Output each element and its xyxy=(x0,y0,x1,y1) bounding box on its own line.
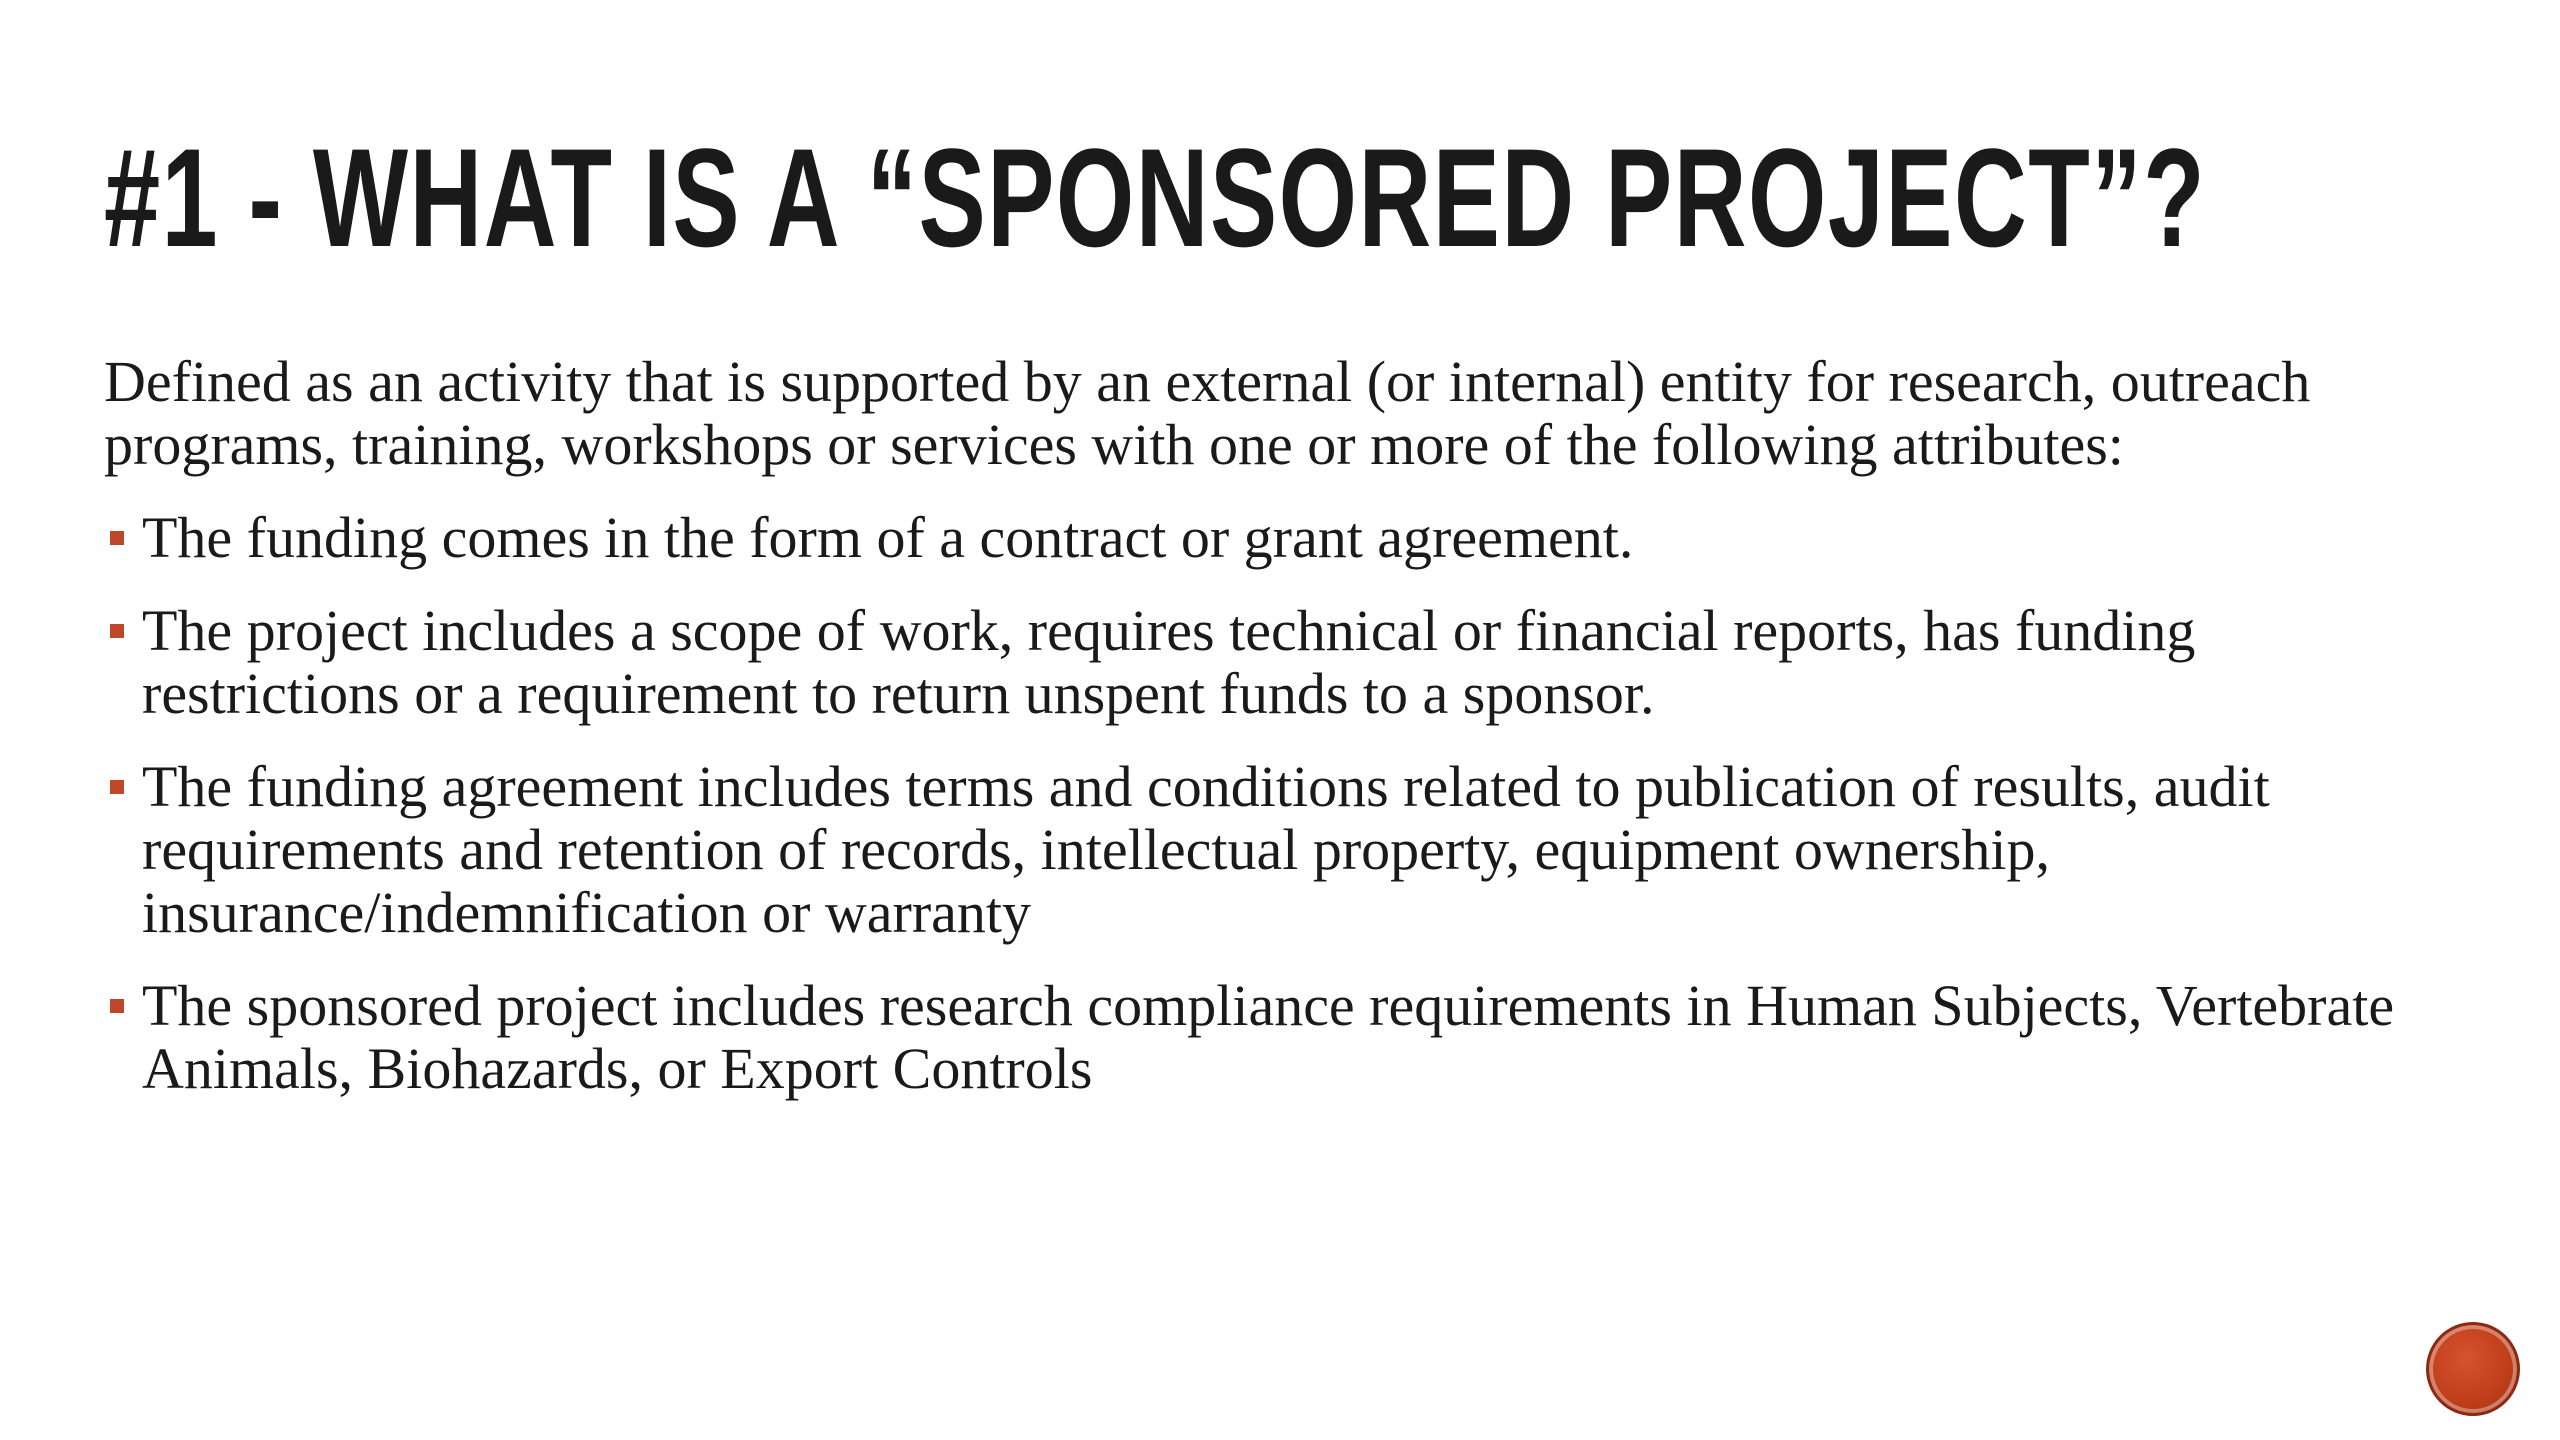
square-bullet-icon xyxy=(110,780,124,794)
bullet-item-4 xyxy=(104,974,2434,1100)
square-bullet-icon xyxy=(110,999,124,1013)
bullet-item-3 xyxy=(104,755,2434,944)
bullet-text: The project includes a scope of work, requires technical or financial reports, has funding restrictions or a requirement to return unspent funds to a sponsor. xyxy=(142,598,2196,726)
square-bullet-icon xyxy=(110,624,124,638)
bullet-text: The funding comes in the form of a contract or grant agreement. xyxy=(142,505,1634,570)
intro-text: Defined as an activity that is supported by an external (or internal) entity for research, outreach programs, training, workshops or services with one or more of the following attributes: xyxy=(104,349,2311,477)
slide-nav-circle-button[interactable] xyxy=(2426,1322,2520,1416)
square-bullet-icon xyxy=(110,531,124,545)
bullet-item-1 xyxy=(104,506,2434,569)
bullet-list xyxy=(104,506,2434,1100)
slide-title: #1 - WHAT IS A “SPONSORED PROJECT”? xyxy=(104,119,2207,276)
slide-body xyxy=(104,350,2434,1130)
bullet-item-2 xyxy=(104,599,2434,725)
bullet-text: The sponsored project includes research compliance requirements in Human Subjects, Vertebrate Animals, Biohazards, or Export Controls xyxy=(142,973,2395,1101)
bullet-text: The funding agreement includes terms and conditions related to publication of results, audit requirements and retention of records, intellectual property, equipment ownership, insurance/indemnification or warranty xyxy=(142,754,2270,945)
